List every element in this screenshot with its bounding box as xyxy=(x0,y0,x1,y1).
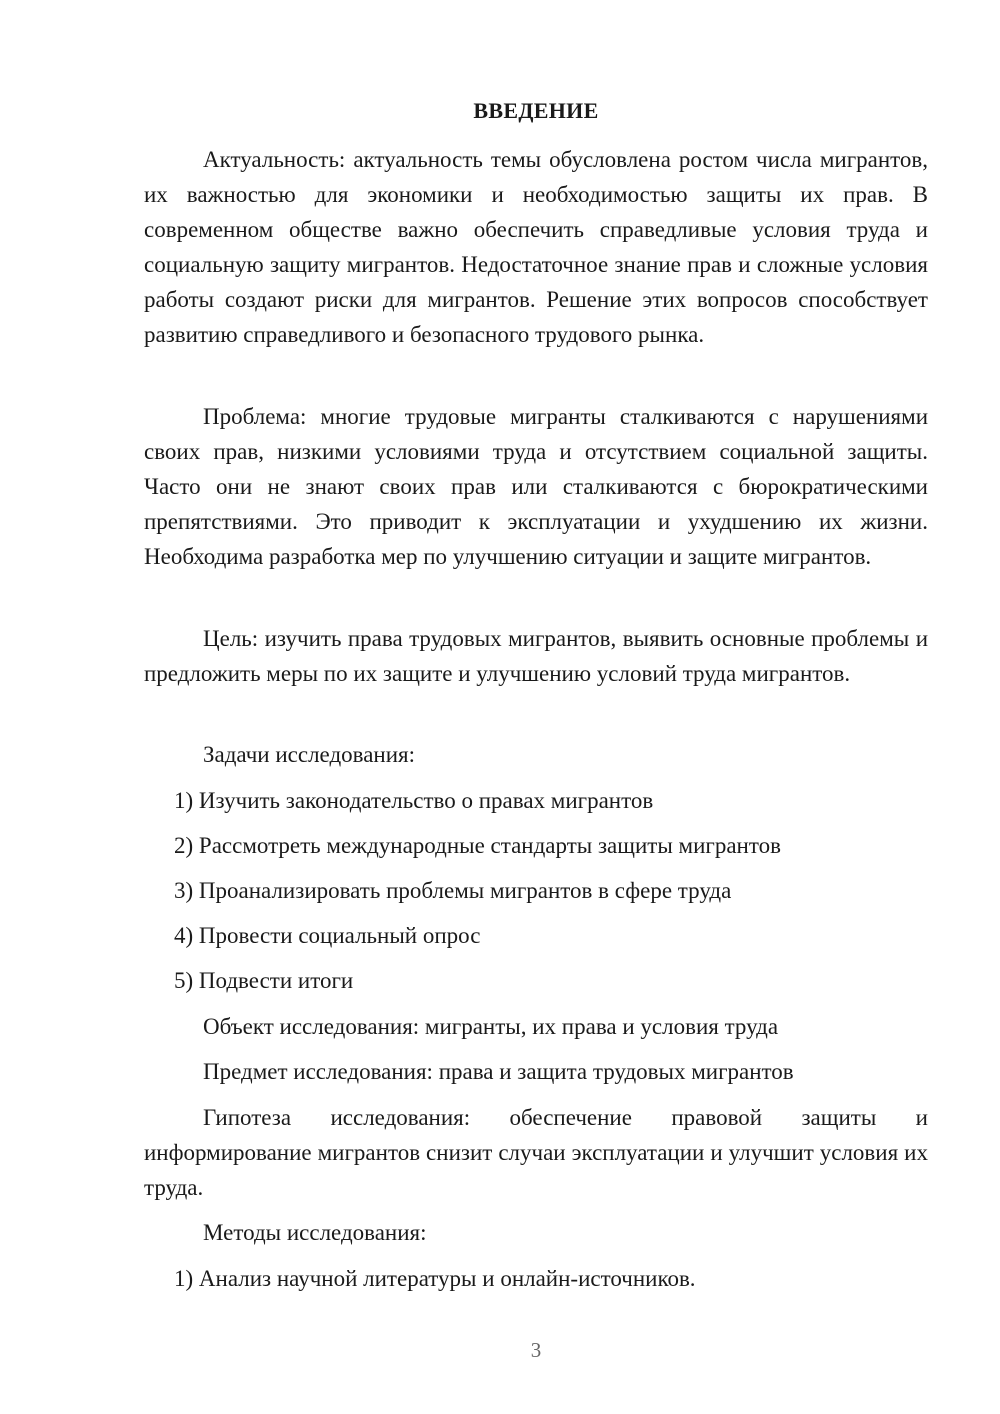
list-item: 1) Анализ научной литературы и онлайн-источников. xyxy=(174,1266,696,1291)
tasks-label: Задачи исследования: xyxy=(203,742,416,767)
list-item: 4) Провести социальный опрос xyxy=(174,923,481,948)
page-title: ВВЕДЕНИЕ xyxy=(473,98,599,123)
research-subject: Предмет исследования: права и защита трудовых мигрантов xyxy=(203,1059,794,1084)
page-number: 3 xyxy=(530,1338,542,1362)
list-item: 2) Рассмотреть международные стандарты защиты мигрантов xyxy=(174,833,781,858)
hypothesis-paragraph: Гипотеза исследования: обеспечение правовой защиты и информирование мигрантов снизит случаи эксплуатации и улучшит условия их труда. xyxy=(144,1105,928,1200)
problem-paragraph: Проблема: многие трудовые мигранты сталкиваются с нарушениями своих прав, низкими условиями труда и отсутствием социальной защиты. Часто они не знают своих прав или сталкиваются с бюрократическими препятствиями. Это приводит к эксплуатации и ухудшению их жизни. Необходима разработка мер по улучшению ситуации и защите мигрантов. xyxy=(144,404,928,569)
relevance-paragraph: Актуальность: актуальность темы обусловлена ростом числа мигрантов, их важностью для экономики и необходимостью защиты их прав. В современном обществе важно обеспечить справедливые условия труда и социальную защиту мигрантов. Недостаточное знание прав и сложные условия работы создают риски для мигрантов. Решение этих вопросов способствует развитию справедливого и безопасного трудового рынка. xyxy=(144,147,928,347)
research-object: Объект исследования: мигранты, их права и условия труда xyxy=(203,1014,779,1039)
list-item: 3) Проанализировать проблемы мигрантов в сфере труда xyxy=(174,878,732,903)
list-item: 1) Изучить законодательство о правах мигрантов xyxy=(174,788,654,813)
goal-paragraph: Цель: изучить права трудовых мигрантов, выявить основные проблемы и предложить меры по их защите и улучшению условий труда мигрантов. xyxy=(144,626,928,686)
methods-label: Методы исследования: xyxy=(203,1220,427,1245)
list-item: 5) Подвести итоги xyxy=(174,968,354,993)
